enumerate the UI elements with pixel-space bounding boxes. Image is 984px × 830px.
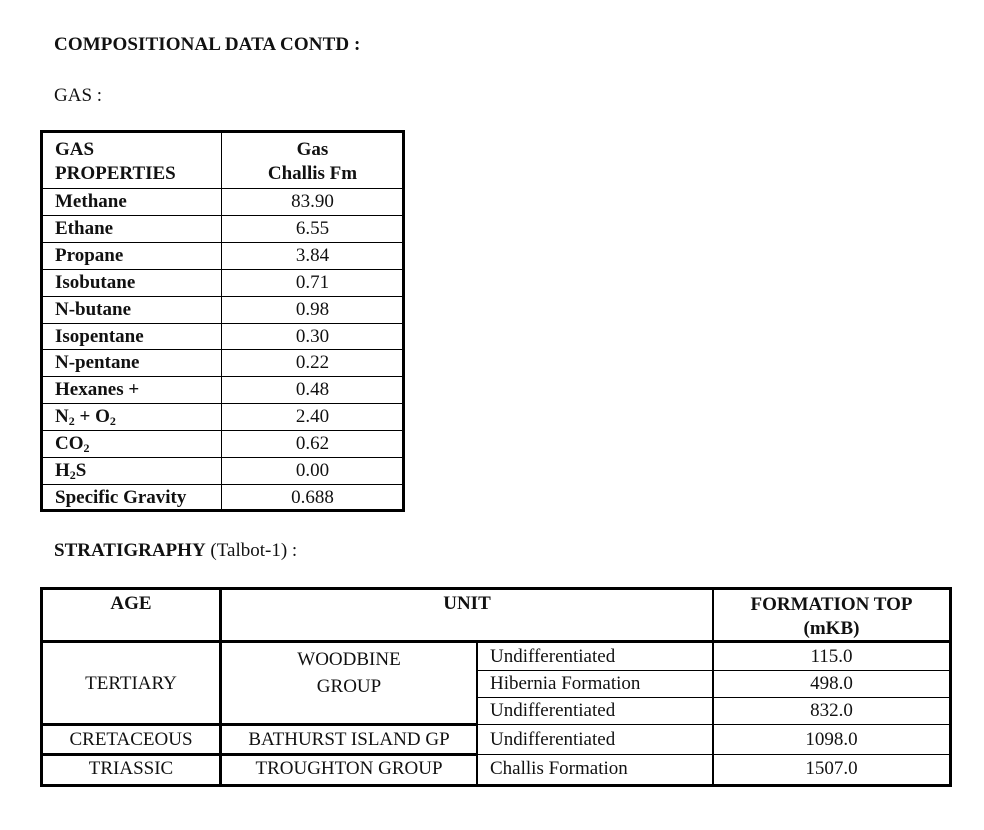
- header-line: (mKB): [803, 618, 860, 639]
- gas-value-cell: 0.71: [295, 271, 330, 293]
- age-cell: TRIASSIC: [88, 758, 174, 779]
- gas-properties-table: [40, 130, 405, 512]
- table-row: [43, 349, 402, 350]
- row-divider: [477, 670, 952, 671]
- column-divider: [221, 133, 222, 509]
- unit-cell: [222, 646, 476, 700]
- table-row: [43, 188, 402, 189]
- age-cell: CRETACEOUS: [69, 729, 193, 750]
- table-row: [43, 484, 402, 485]
- row-divider: [40, 753, 477, 756]
- gas-value-cell: 0.62: [295, 433, 330, 455]
- subunit-cell: Undifferentiated: [490, 729, 616, 750]
- stratigraphy-table: [40, 587, 952, 787]
- table-row: [43, 376, 402, 377]
- gas-property-cell: Isobutane: [55, 271, 136, 293]
- header-age: AGE: [110, 593, 152, 614]
- gas-value-cell: 2.40: [295, 406, 330, 428]
- gas-property-cell: Isopentane: [55, 325, 144, 347]
- gas-property-cell: N-pentane: [55, 352, 140, 374]
- row-divider: [477, 724, 952, 725]
- gas-property-cell: $N_2 + O_2$: [55, 406, 116, 429]
- subunit-cell: Hibernia Formation: [490, 673, 641, 694]
- unit-line: WOODBINE: [297, 649, 401, 670]
- table-row: [43, 242, 402, 243]
- page-heading: COMPOSITIONAL DATA CONTD :: [54, 34, 361, 55]
- stratigraphy-title-well: (Talbot-1) :: [205, 540, 298, 561]
- gas-value-cell: 0.22: [295, 352, 330, 374]
- formation-top-cell: 1098.0: [805, 729, 858, 750]
- row-divider: [40, 723, 477, 726]
- formation-top-cell: 1507.0: [805, 758, 858, 779]
- header-line: GAS: [55, 139, 95, 160]
- gas-value-cell: 0.30: [295, 325, 330, 347]
- row-divider: [477, 754, 952, 755]
- table-row: [43, 457, 402, 458]
- table-row: [43, 323, 402, 324]
- formation-top-cell: 498.0: [810, 673, 853, 694]
- border: [949, 587, 952, 787]
- header-unit: UNIT: [443, 593, 491, 614]
- gas-property-cell: Specific Gravity: [55, 486, 187, 508]
- gas-property-cell: Ethane: [55, 217, 114, 239]
- formation-top-cell: 115.0: [810, 646, 853, 667]
- header-line: Gas: [296, 139, 329, 160]
- subunit-cell: Challis Formation: [490, 758, 628, 779]
- stratigraphy-title-bold: STRATIGRAPHY: [54, 540, 206, 561]
- stratigraphy-title: [54, 540, 297, 562]
- gas-value-cell: 0.98: [295, 298, 330, 320]
- unit-cell: BATHURST ISLAND GP: [248, 729, 450, 750]
- table-row: [43, 215, 402, 216]
- table-row: [43, 296, 402, 297]
- header-line: Challis Fm: [267, 163, 358, 184]
- gas-value-cell: 6.55: [295, 217, 330, 239]
- row-divider: [477, 697, 952, 698]
- border: [40, 784, 952, 787]
- gas-property-cell: Propane: [55, 244, 124, 266]
- column-divider: [476, 642, 478, 787]
- header-formation-top: [714, 593, 949, 641]
- border: [40, 587, 952, 590]
- subunit-cell: Undifferentiated: [490, 700, 616, 721]
- unit-line: GROUP: [316, 676, 382, 697]
- table-row: [43, 269, 402, 270]
- age-cell: TERTIARY: [85, 673, 177, 694]
- header-line: FORMATION TOP: [750, 594, 913, 615]
- gas-value-cell: 3.84: [295, 244, 330, 266]
- gas-subheading: GAS :: [54, 85, 103, 106]
- gas-property-cell: N-butane: [55, 298, 132, 320]
- formation-top-cell: 832.0: [810, 700, 853, 721]
- table-row: [43, 430, 402, 431]
- gas-value-cell: 0.00: [295, 460, 330, 481]
- gas-property-cell: $CO_2$: [55, 433, 90, 456]
- gas-property-cell: Hexanes +: [55, 379, 140, 401]
- gas-value-cell: 83.90: [291, 191, 334, 212]
- gas-header-properties: [55, 138, 176, 186]
- header-line: PROPERTIES: [55, 163, 176, 184]
- table-row: [43, 403, 402, 404]
- gas-value-cell: 0.688: [291, 486, 334, 508]
- gas-property-cell: $H_2S$: [55, 460, 87, 482]
- gas-property-cell: Methane: [55, 191, 127, 212]
- gas-header-sample: [223, 138, 402, 186]
- unit-cell: TROUGHTON GROUP: [255, 758, 443, 779]
- gas-value-cell: 0.48: [295, 379, 330, 401]
- subunit-cell: Undifferentiated: [490, 646, 616, 667]
